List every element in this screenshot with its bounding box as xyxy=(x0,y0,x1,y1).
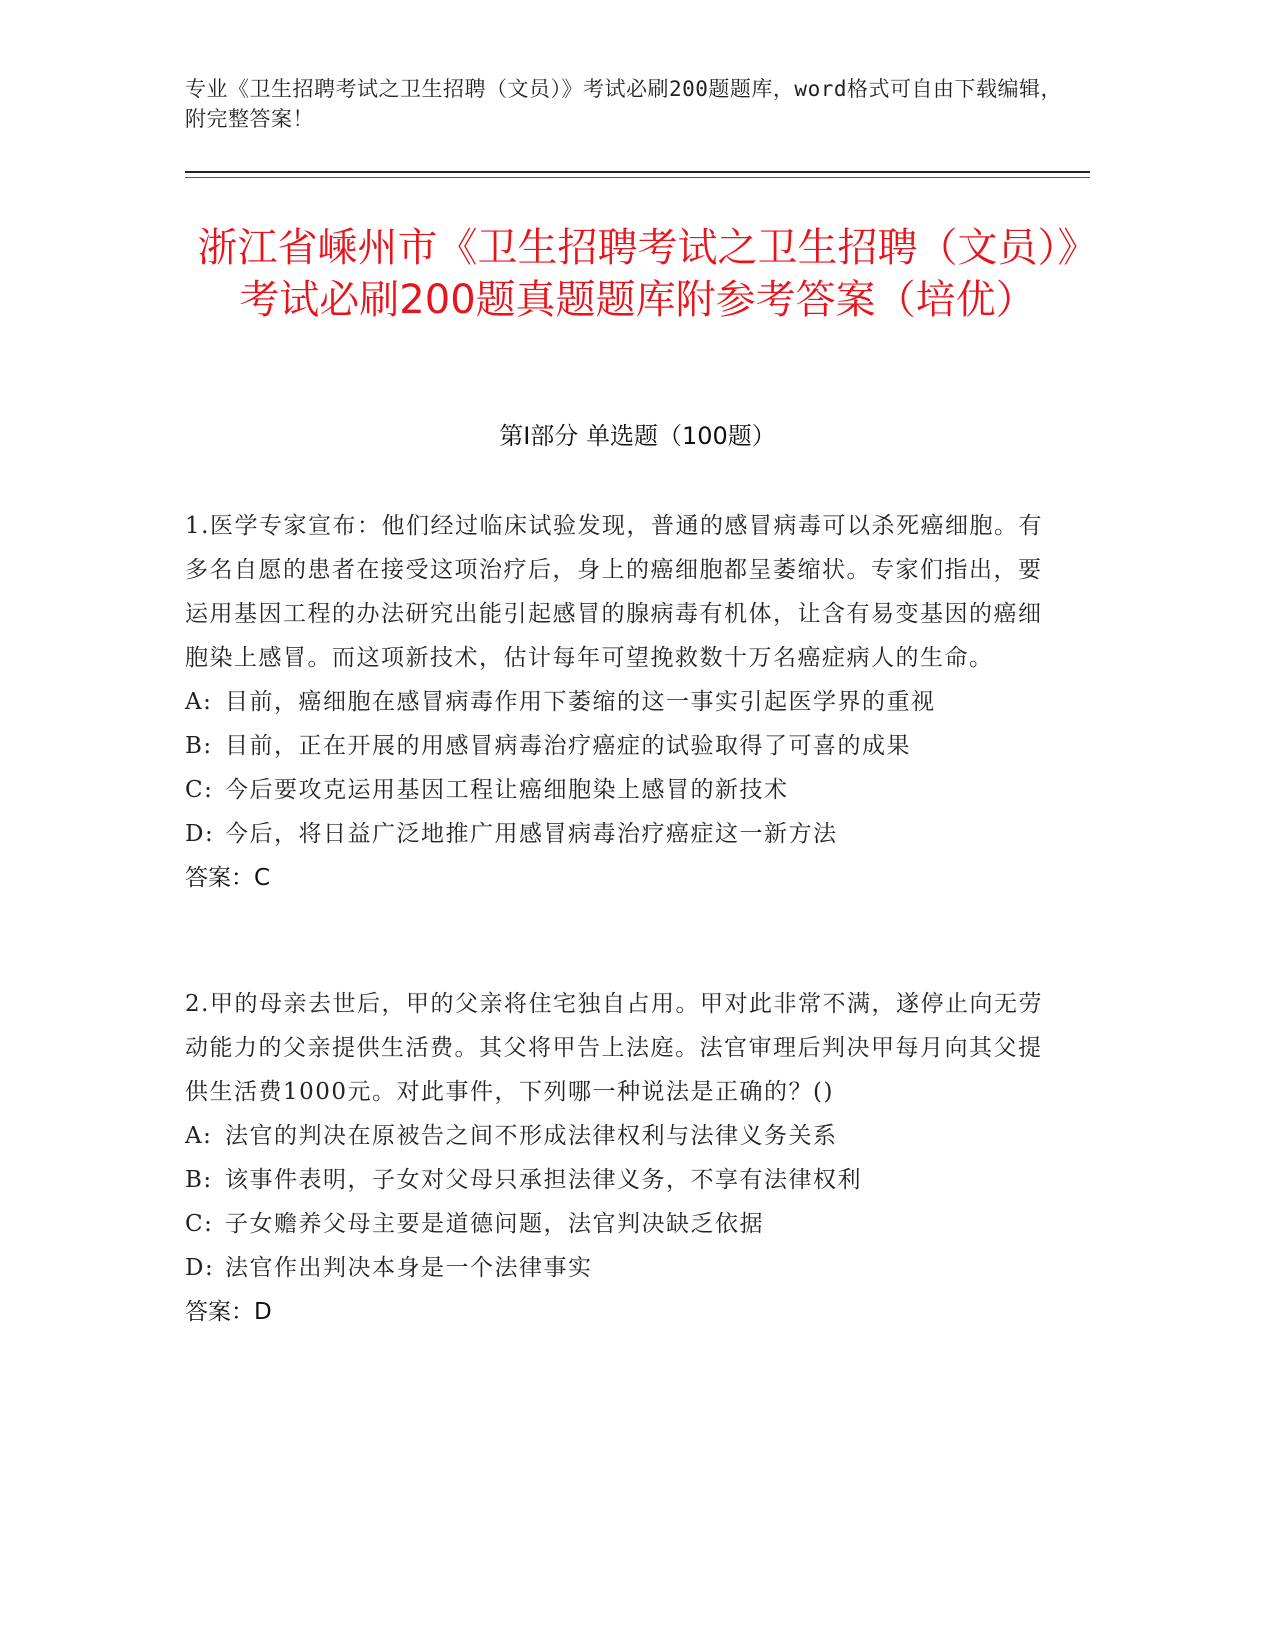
header-note: 专业《卫生招聘考试之卫生招聘（文员）》考试必刷200题题库，word格式可自由下载编辑，附完整答案！ xyxy=(185,77,1062,131)
answer-line: 答案：C xyxy=(185,865,271,891)
document-title: 浙江省嵊州市《卫生招聘考试之卫生招聘（文员）》考试必刷200题真题题库附参考答案（培优） xyxy=(197,225,1078,323)
option-text: 今后，将日益广泛地推广用感冒病毒治疗癌症这一新方法 xyxy=(225,821,838,847)
option-letter: B: xyxy=(185,1167,213,1193)
option-c xyxy=(185,768,1065,812)
option-text: 该事件表明，子女对父母只承担法律义务，不享有法律权利 xyxy=(225,1167,862,1193)
header-divider-thin xyxy=(185,177,1090,178)
question-2 xyxy=(185,982,1065,1334)
option-letter: D: xyxy=(185,821,215,847)
option-b xyxy=(185,1158,1065,1202)
option-a xyxy=(185,1114,1065,1158)
answer-line: 答案：D xyxy=(185,1299,272,1325)
section-heading: 第I部分 单选题（100题） xyxy=(499,422,776,450)
option-c xyxy=(185,1202,1065,1246)
option-letter: C: xyxy=(185,1211,214,1237)
option-letter: A: xyxy=(185,689,213,715)
option-text: 目前，正在开展的用感冒病毒治疗癌症的试验取得了可喜的成果 xyxy=(225,733,911,759)
option-letter: A: xyxy=(185,1123,213,1149)
question-1 xyxy=(185,504,1065,900)
option-b xyxy=(185,724,1065,768)
option-text: 子女赡养父母主要是道德问题，法官判决缺乏依据 xyxy=(225,1211,764,1237)
option-text: 法官的判决在原被告之间不形成法律权利与法律义务关系 xyxy=(225,1123,838,1149)
question-stem: 2.甲的母亲去世后，甲的父亲将住宅独自占用。甲对此非常不满，遂停止向无劳动能力的父亲提供生活费。其父将甲告上法庭。法官审理后判决甲每月向其父提供生活费1000元。对此事件，下列哪一种说法是正确的？() xyxy=(185,991,1043,1105)
option-letter: B: xyxy=(185,733,213,759)
header-divider-thick xyxy=(185,171,1090,173)
option-d xyxy=(185,812,1065,856)
option-text: 今后要攻克运用基因工程让癌细胞染上感冒的新技术 xyxy=(225,777,789,803)
option-text: 法官作出判决本身是一个法律事实 xyxy=(225,1255,593,1281)
option-letter: D: xyxy=(185,1255,215,1281)
option-text: 目前，癌细胞在感冒病毒作用下萎缩的这一事实引起医学界的重视 xyxy=(225,689,936,715)
option-d xyxy=(185,1246,1065,1290)
question-stem: 1.医学专家宣布：他们经过临床试验发现，普通的感冒病毒可以杀死癌细胞。有多名自愿的患者在接受这项治疗后，身上的癌细胞都呈萎缩状。专家们指出，要运用基因工程的办法研究出能引起感冒的腺病毒有机体，让含有易变基因的癌细胞染上感冒。而这项新技术，估计每年可望挽救数十万名癌症病人的生命。 xyxy=(185,513,1043,671)
option-letter: C: xyxy=(185,777,214,803)
option-a xyxy=(185,680,1065,724)
